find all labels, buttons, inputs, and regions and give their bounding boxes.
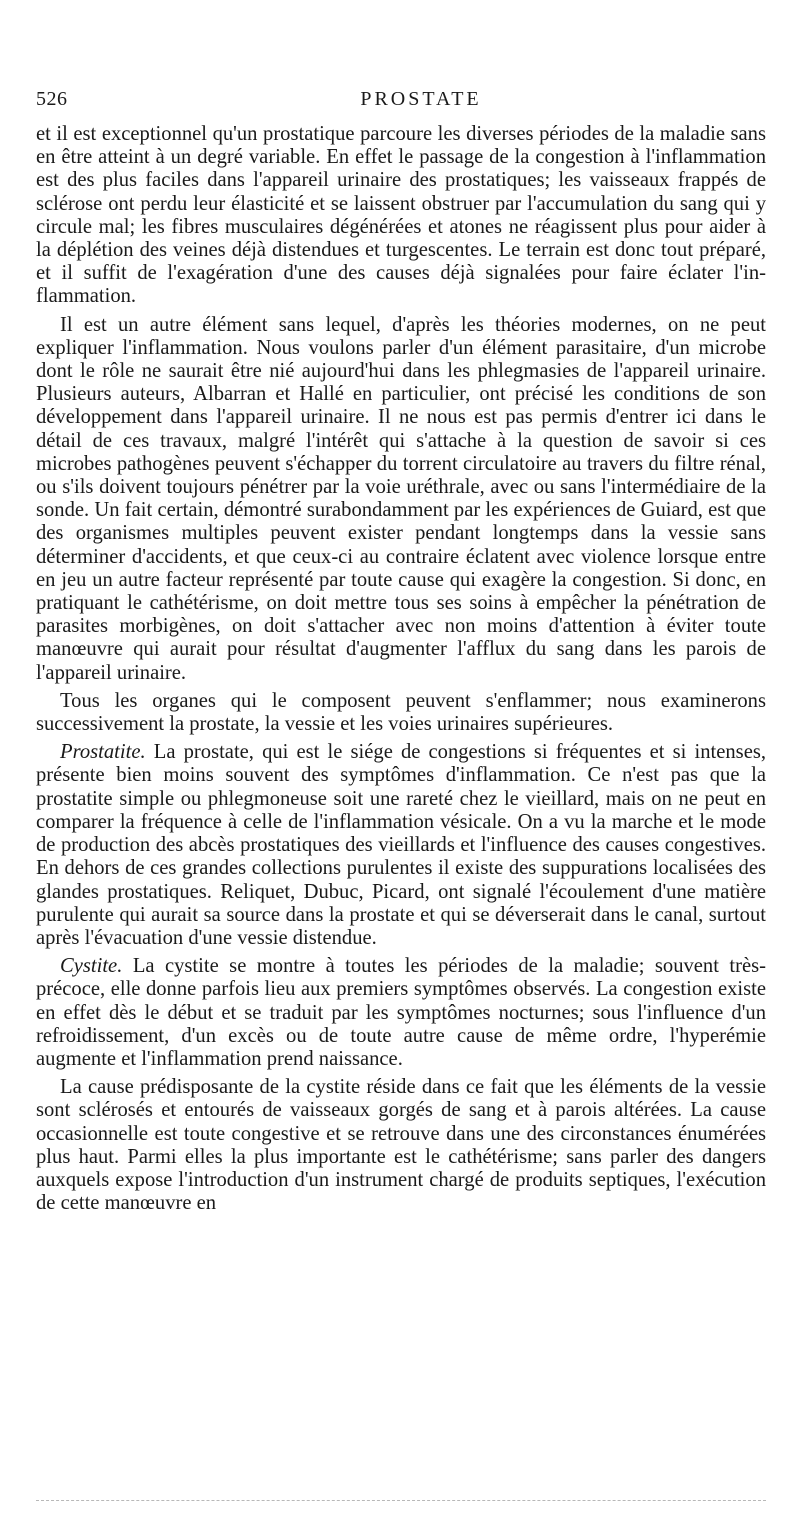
- paragraph-text: et il est exceptionnel qu'un prostatique parcoure les diverses périodes de la maladie sans en être atteint à un degré variable. En effet le passage de la congestion à l'inflammation est des plus faciles dans l'appareil urinaire des prostatiques; les vaisseaux frappés de sclérose ont perdu leur élasticité et se laissent obstruer par l'accumulation du sang qui y circule mal; les fibres musculaires dégénérées et atones ne réagissent plus pour aider à la déplétion des veines déjà distendues et turgescentes. Le terrain est donc tout préparé, et il suffit de l'exagération d'une des causes déjà signalées pour faire éclater l'inflammation.: [36, 123, 766, 308]
- running-title: PROSTATE: [360, 88, 482, 110]
- footer-rule: [36, 1500, 766, 1502]
- paragraph-text: Il est un autre élément sans lequel, d'après les théories modernes, on ne peut expliquer l'inflammation. Nous voulons parler d'un élément parasitaire, d'un microbe dont le rôle ne saurait être nié aujourd'hui dans les phlegmasies de l'appareil urinaire. Plusieurs auteurs, Albarran et Hallé en particulier, ont précisé les conditions de son développement dans l'appareil urinaire. Il ne nous est pas permis d'entrer ici dans le détail de ces travaux, malgré l'intérêt qui s'attache à la question de savoir si ces microbes pathogènes peuvent s'échapper du torrent circulatoire au travers du filtre rénal, ou s'ils doivent toujours pénétrer par la voie uréthrale, avec ou sans l'intermédiaire de la sonde. Un fait certain, démontré surabondamment par les expériences de Guiard, est que des organismes multiples peuvent exister pendant longtemps dans la vessie sans déterminer d'accidents, et que ceux-ci au contraire éclatent avec violence lorsque entre en jeu un autre facteur représenté par toute cause qui exagère la congestion. Si donc, en pratiquant le cathétérisme, on doit mettre tous ses soins à empêcher la pénétration de parasites morbigènes, on doit s'attacher avec non moins d'attention à éviter toute manœuvre qui aurait pour résultat d'augmenter l'afflux du sang dans les parois de l'appareil urinaire.: [36, 313, 766, 684]
- section-lead-cystite: Cystite.: [60, 955, 123, 978]
- paragraph-cystite: [36, 955, 766, 1071]
- paragraph-text: La cystite se montre à toutes les périodes de la maladie; souvent très-précoce, elle donne parfois lieu aux premiers symptômes observés. La congestion existe en effet dès le début et se traduit par les symptômes nocturnes; sous l'influence d'un refroidissement, d'un excès ou de toute autre cause de même ordre, l'hyperémie augmente et l'inflammation prend naissance.: [36, 955, 766, 1070]
- section-lead-prostatite: Prostatite.: [60, 741, 146, 764]
- page-header: [36, 88, 766, 114]
- paragraph: [36, 314, 766, 685]
- page-number: 526: [36, 88, 68, 110]
- paragraph-prostatite: [36, 741, 766, 950]
- paragraph: [36, 690, 766, 736]
- paragraph: [36, 123, 766, 309]
- paragraph-text: La cause prédisposante de la cystite réside dans ce fait que les éléments de la vessie sont sclérosés et entourés de vaisseaux gorgés de sang et à parois altérées. La cause occasionnelle est toute congestive et se retrouve dans une des circonstances énumérées plus haut. Parmi elles la plus importante est le cathétérisme; sans parler des dangers auxquels expose l'introduction d'un instrument chargé de produits septiques, l'exécution de cette manœuvre en: [36, 1076, 766, 1215]
- body-text: [36, 123, 766, 1220]
- paragraph-text: La prostate, qui est le siége de congestions si fréquentes et si intenses, présente bien moins souvent des symptômes d'inflammation. Ce n'est pas que la prostatite simple ou phlegmoneuse soit une rareté chez le vieillard, mais on ne peut en comparer la fréquence à celle de l'inflammation vésicale. On a vu la marche et le mode de production des abcès prostatiques des vieillards et l'influence des causes congestives. En dehors de ces grandes collections purulentes il existe des suppurations localisées des glandes prostatiques. Reliquet, Dubuc, Picard, ont signalé l'écoulement d'une matière purulente qui aurait sa source dans la prostate et qui se déverserait dans le canal, surtout après l'évacuation d'une vessie distendue.: [36, 741, 766, 949]
- paragraph: [36, 1076, 766, 1215]
- paragraph-text: Tous les organes qui le composent peuvent s'enflammer; nous examinerons successivement la prostate, la vessie et les voies urinaires supérieures.: [36, 689, 766, 736]
